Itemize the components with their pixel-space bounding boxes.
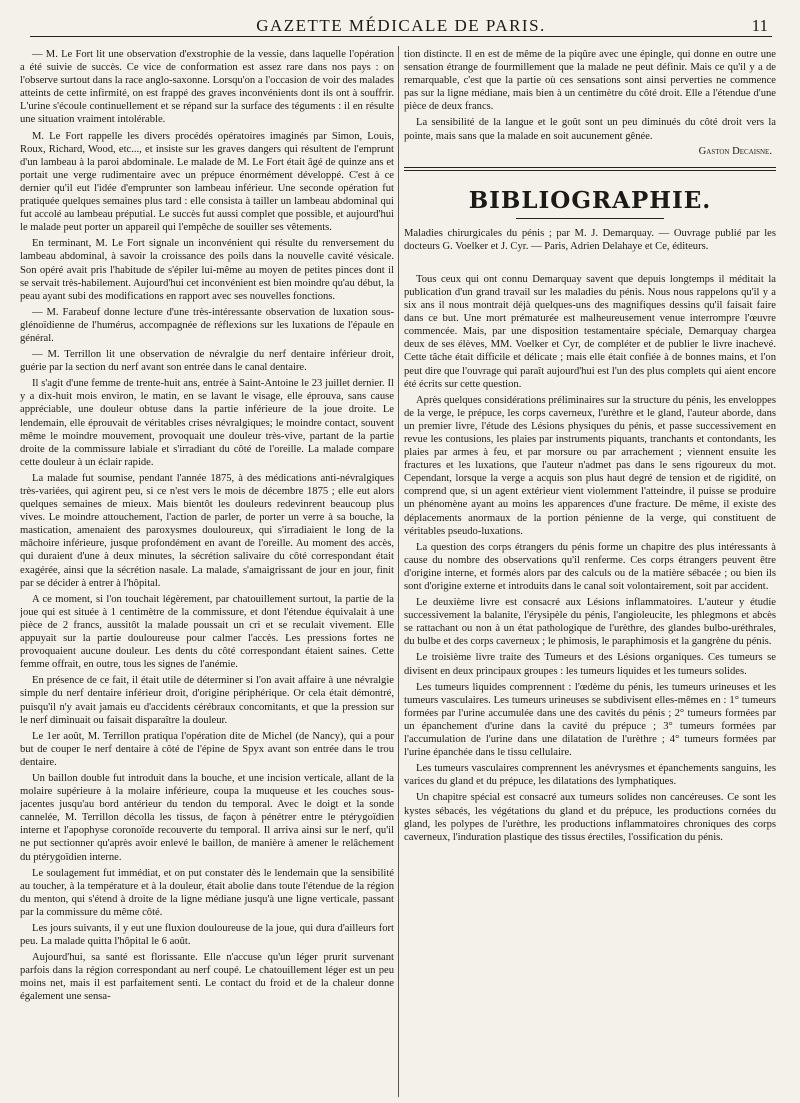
paragraph: Les jours suivants, il y eut une fluxion douloureuse de la joue, qui dura d'ailleurs fort peu. La malade quitta l'hôpital le 6 août.: [20, 923, 394, 948]
paragraph: Un baillon double fut introduit dans la bouche, et une incision verticale, allant de la molaire supérieure à la molaire inférieure, coupa la muqueuse et les couches sous-jacentes jusqu'au bord antérieur du tendon du temporal. Avec le doigt et la sonde cannelée, M. Terrillon décolla les tissus, de façon à pénétrer entre le ptérygoïdien interne et l'apophyse coronoïde recouverte du temporal. Il arriva ainsi sur le nerf, qu'il ne put sectionner qu'après avoir enlevé le baillon, de manière à amener le relâchement du ptérygoïdien interne.: [20, 772, 394, 863]
paragraph: Tous ceux qui ont connu Demarquay savent que depuis longtemps il méditait la publication d'un grand travail sur les maladies du pénis. Nous nous rappelons qu'il y a six ans il nous montrait déjà quelques-uns des magnifiques dessins qu'il faisait faire dans ce but. Une mort prématurée est malheureusement venue interrompre l'œuvre commencée. Mais, par une disposition testamentaire spéciale, Demarquay chargea deux de ses élèves, MM. Voelker et Cyr, de compléter et de publier le livre inachevé. Cette tâche était difficile et délicate ; mais elle était confiée à de bonnes mains, et l'on peut dire que l'ouvrage qui paraît aujourd'hui est l'un des plus complets qui aient encore été écrits sur cette question.: [404, 273, 776, 390]
left-column: [20, 48, 394, 1097]
column-divider: [398, 46, 399, 1097]
page-number: 11: [751, 16, 768, 35]
paragraph: — M. Le Fort lit une observation d'exstrophie de la vessie, dans laquelle l'opération a été suivie de succès. Ce vice de conformation est assez rare dans nos pays : on l'observe surtout dans la race anglo-saxonne. Lorsqu'on a l'occasion de voir des malades atteints de cette infirmité, on est frappé des graves inconvénients dont ils ont à souffrir. L'urine s'écoule continuellement et se répand sur la surface des téguments : il en résulte une situation vraiment intolérable.: [20, 49, 394, 126]
heading-rule: [516, 218, 665, 219]
section-divider: [404, 167, 776, 171]
paragraph: Il s'agit d'une femme de trente-huit ans, entrée à Saint-Antoine le 23 juillet dernier. Il y a dix-huit mois environ, le matin, en se lavant le visage, elle éprouva, sans cause appréciable, une douleur obtuse dans la partie inférieure de la joue droite. Le lendemain, elle éprouvait de véritables crises névralgiques; le moindre contact, souvent même le moindre mouvement, provoquait une douleur très-vive, partant de la partie droite de la commissure labiale et s'irradiant du côté de l'oreille. La malade compare cette douleur à un éclair rapide.: [20, 378, 394, 468]
paragraph: Un chapitre spécial est consacré aux tumeurs solides non cancéreuses. Ce sont les kystes sébacés, les végétations du gland et du prépuce, les productions cornées du gland, les polypes de l'urèthre, les productions inflammatoires chroniques des corps caverneux, l'induration plastique des tissus érectiles, l'ossification du pénis.: [404, 792, 776, 843]
paragraph: Aujourd'hui, sa santé est florissante. Elle n'accuse qu'un léger prurit survenant parfois dans la région correspondant au nerf coupé. Le chatouillement léger est un peu moins net, mais il est parfaitement senti. Le contact du froid et de la chaleur donne également une sensa-: [20, 952, 394, 1003]
page-header: [30, 6, 772, 37]
book-citation: Maladies chirurgicales du pénis ; par M. J. Demarquay. — Ouvrage publié par les docteurs G. Voelker et J. Cyr. — Paris, Adrien Delahaye et Ce, éditeurs.: [404, 227, 776, 252]
paragraph: Le 1er août, M. Terrillon pratiqua l'opération dite de Michel (de Nancy), qui a pour but de couper le nerf dentaire à côté de l'épine de Spyx avant son entrée dans le trou dentaire.: [20, 730, 394, 768]
paragraph: — M. Terrillon lit une observation de névralgie du nerf dentaire inférieur droit, guérie par la section du nerf avant son entrée dans le canal dentaire.: [20, 349, 394, 374]
paragraph: La sensibilité de la langue et le goût sont un peu diminués du côté droit vers la pointe, mais sans que la malade en soit aucunement gênée.: [404, 117, 776, 142]
paragraph: Le deuxième livre est consacré aux Lésions inflammatoires. L'auteur y étudie successivement la balanite, l'érysipèle du pénis, l'angioleucite, les phlegmons et abcès se rattachant ou non à un état pathologique de l'urèthre, des glandes bulbo-uréthrales, du bulbe et des corps caverneux ; le phimosis, le paraphimosis et la gangrène du pénis.: [404, 597, 776, 648]
paragraph: La malade fut soumise, pendant l'année 1875, à des médications anti-névralgiques très-variées, qui agirent peu, si ce n'est vers le mois de décembre 1875 ; elle eut alors quelques semaines de mieux. Mais bientôt les douleurs redevinrent beaucoup plus vives. Le moindre attouchement, l'action de parler, de porter un verre à sa bouche, la mastication, amenaient des paroxysmes douloureux, qui s'irradiaient le long de la mâchoire inférieure, jusque profondément en avant de l'oreille. Au moment des accès, qui duraient d'une à deux minutes, la sécrétion salivaire du côté correspondant était exagérée, ainsi que la sécrétion nasale. La malade, s'amaigrissant de jour en jour, finit par se décider à entrer à l'hôpital.: [20, 472, 394, 589]
paragraph: M. Le Fort rappelle les divers procédés opératoires imaginés par Simon, Louis, Roux, Richard, Wood, etc..., et insiste sur les graves dangers qui résultent de l'emprunt d'un lambeau à la paroi abdominale. Le malade de M. Le Fort était âgé de quinze ans et portait une verge rudimentaire avec un prépuce énormément développé. C'est à ce dernier qu'il eut l'idée d'emprunter son lambeau inférieur. Une seconde opération fut pratiquée quelques semaines plus tard : elle consista à tailler un lambeau abdominal qui fut accolé au lambeau préputial. Le succès fut aussi complet que possible, et aujourd'hui le malade peut porter un appareil qui l'empêche de souiller ses vêtements.: [20, 130, 394, 234]
section-heading: BIBLIOGRAPHIE.: [468, 186, 712, 214]
paragraph: — M. Farabeuf donne lecture d'une très-intéressante observation de luxation sous-glénoïdienne de l'humérus, accompagnée de réflexions sur les luxations de l'épaule en général.: [20, 306, 394, 344]
paragraph: Après quelques considérations préliminaires sur la structure du pénis, les enveloppes de la verge, le prépuce, les corps caverneux, l'urèthre et le gland, l'auteur aborde, dans un premier livre, l'étude des Lésions physiques du pénis, et passe successivement en revue les contusions, les plaies par instruments piquants, tranchants et contondants, les plaies par armes à feu, et par morsure ou par arrachement ; viennent ensuite les fractures et les luxations, que l'auteur n'admet pas dans le sens rigoureux du mot. Cependant, lorsque la verge a acquis son plus haut degré de tension et de rigidité, on comprend que, si un agent extérieur vient violemment l'atteindre, il puisse se produire un phénomène ayant au moins les apparences d'une fracture. De même, il existe des déplacements anormaux de la portion pénienne de la verge, qui constituent de véritables pseudo-luxations.: [404, 394, 776, 537]
journal-title: GAZETTE MÉDICALE DE PARIS.: [256, 16, 546, 35]
paragraph: A ce moment, si l'on touchait légèrement, par chatouillement surtout, la partie de la joue qui est située à 1 centimètre de la commissure, et dont l'étendue équivalait à une pièce de 2 francs, aussitôt la malade poussait un cri et se reculait vivement. Elle appuyait sur la partie douloureuse pour calmer l'accès. Les pressions fortes ne provoquaient aucune douleur. Les dents du côté correspondant étaient saines. Cette femme offrait, en outre, tous les signes de l'anémie.: [20, 593, 394, 671]
author-signature: Gaston Decaisne.: [698, 145, 772, 157]
paragraph: La question des corps étrangers du pénis forme un chapitre des plus intéressants à cause du nombre des observations qu'il renferme. Ces corps étrangers peuvent être d'origine interne, et formés alors par des calculs ou de la matière sébacée ; ou bien ils sont d'origine externe et introduits dans le canal soit volontairement, soit par accident.: [404, 541, 776, 592]
paragraph: Le soulagement fut immédiat, et on put constater dès le lendemain que la sensibilité au toucher, à la température et à la douleur, était abolie dans toute l'étendue de la région du menton, qui s'étend à droite de la ligne médiane jusqu'à une ligne verticale, passant par la commissure du même côté.: [20, 867, 394, 918]
paragraph: En terminant, M. Le Fort signale un inconvénient qui résulte du renversement du lambeau abdominal, à savoir la croissance des poils dans la nouvelle cavité vésicale. Son opéré avait pris l'habitude de s'épiler lui-même au moyen de petites pinces dont il se servait très-habilement. Aujourd'hui cet inconvénient est bien moindre qu'au début, la peau ayant subi des modifications en rapport avec ses nouvelles fonctions.: [20, 238, 394, 302]
paragraph: Le troisième livre traite des Tumeurs et des Lésions organiques. Ces tumeurs se divisent en deux principaux groupes : les tumeurs liquides et les tumeurs solides.: [404, 652, 776, 677]
paragraph: Les tumeurs liquides comprennent : l'œdème du pénis, les tumeurs urineuses et les tumeurs vasculaires. Les tumeurs urineuses se subdivisent elles-mêmes en : 1° tumeurs formées par l'urine accumulée dans une des cavités du pénis ; 2° tumeurs formées par un épanchement d'urine dans la cavité du prépuce ; 3° tumeurs formées par l'accumulation de l'urine dans une dilatation de l'urèthre ; 4° tumeurs formées par l'urine épanchée dans le tissu cellulaire.: [404, 681, 776, 759]
paragraph: tion distincte. Il en est de même de la piqûre avec une épingle, qui donne en outre une sensation étrange de fourmillement que la malade ne peut définir. Mais ce qu'il y a de remarquable, c'est que la partie où ces sensations sont ainsi perverties ne commence pas sur la ligne médiane, mais bien à un centimètre du côté droit. Elle a l'étendue d'une pièce de deux francs.: [404, 49, 776, 113]
paragraph: Les tumeurs vasculaires comprennent les anévrysmes et épanchements sanguins, les varices du gland et du prépuce, les dilatations des lymphatiques.: [404, 763, 776, 788]
right-column: [404, 48, 776, 1097]
paragraph: En présence de ce fait, il était utile de déterminer si l'on avait affaire à une névralgie simple du nerf dentaire inférieur droit, d'origine périphérique. Or cela était démontré, puisqu'il n'y avait jamais eu d'accidents cérébraux concomitants, et que la pression sur le nerf diminuait ou faisait disparaître la douleur.: [20, 675, 394, 726]
